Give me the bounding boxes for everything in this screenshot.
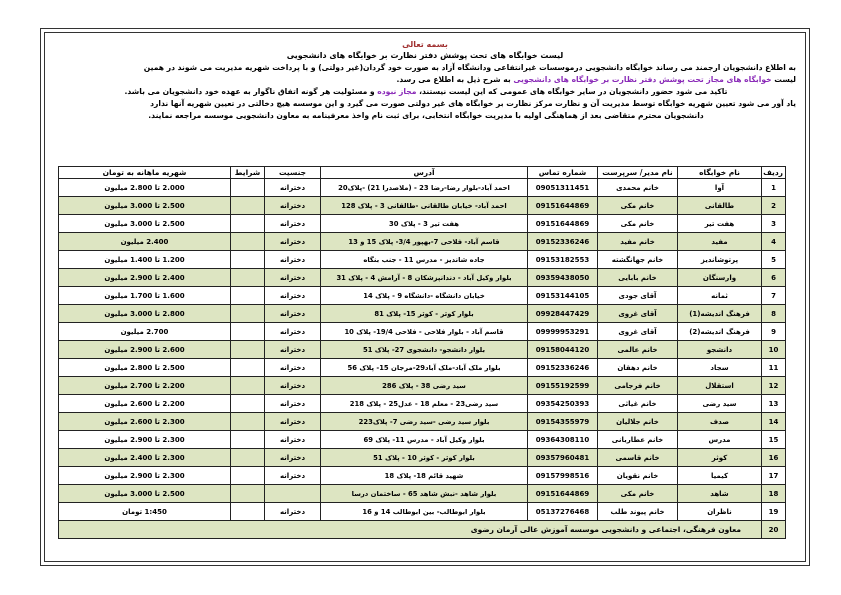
- monthly-fee: 2.500 تا 3.000 میلیون: [59, 215, 231, 233]
- row-number: 13: [762, 395, 786, 413]
- table-row: [59, 251, 786, 269]
- address: بلوار ملک آباد-ملک آباد29-مرجان 15- پلاک 56: [321, 359, 528, 377]
- row-number: 11: [762, 359, 786, 377]
- conditions: [231, 395, 265, 413]
- row-number: 4: [762, 233, 786, 251]
- address: بلوار سید رضی -سید رضی 7- پلاک223: [321, 413, 528, 431]
- manager-name: خانم مکی: [598, 485, 678, 503]
- phone-number: 09158044120: [528, 341, 598, 359]
- monthly-fee: 1.200 تا 1.400 میلیون: [59, 251, 231, 269]
- intro-paragraph-1: به اطلاع دانشجویان ارجمند می رساند خوابگاه دانشجویی درموسسات غیرانتفاعی ودانشگاه آزاد به صورت خود گردان(غیر دولتی) و با پرداخت شهریه مدیریت می شوند در همین: [143, 63, 796, 72]
- gender: دخترانه: [265, 431, 321, 449]
- phone-number: 09357960481: [528, 449, 598, 467]
- phone-number: 09151644869: [528, 215, 598, 233]
- address: هفت تیر 3 - پلاک 30: [321, 215, 528, 233]
- header-monthly-fee: شهریه ماهانه به تومان: [59, 167, 231, 179]
- row-number: 17: [762, 467, 786, 485]
- monthly-fee: 2.300 تا 2.900 میلیون: [59, 431, 231, 449]
- table-row: [59, 467, 786, 485]
- phone-number: 09151644869: [528, 485, 598, 503]
- manager-name: خانم پیوند طلب: [598, 503, 678, 521]
- address: احمد آباد-بلوار رضا-رضا 23 - (ملاصدرا 21) -پلاک20: [321, 179, 528, 197]
- dorm-name: صدف: [678, 413, 762, 431]
- para3-highlight: مجاز نبوده: [377, 87, 417, 96]
- gender: دخترانه: [265, 377, 321, 395]
- dorm-name: طالقانی: [678, 197, 762, 215]
- conditions: [231, 485, 265, 503]
- phone-number: 09359438050: [528, 269, 598, 287]
- para2-pre: لیست: [774, 75, 796, 84]
- manager-name: خانم مفید: [598, 233, 678, 251]
- conditions: [231, 251, 265, 269]
- address: سید رضی 38 - پلاک 286: [321, 377, 528, 395]
- address: بلوار وکیل آباد - مدرس 11- پلاک 69: [321, 431, 528, 449]
- phone-number: 09051311451: [528, 179, 598, 197]
- table-row: [59, 197, 786, 215]
- address: خیابان دانشگاه -دانشگاه 9 - پلاک 14: [321, 287, 528, 305]
- address: بلوار ابوطالب- بین ابوطالب 14 و 16: [321, 503, 528, 521]
- manager-name: خانم جهانگشته: [598, 251, 678, 269]
- monthly-fee: 2.600 تا 2.900 میلیون: [59, 341, 231, 359]
- monthly-fee: 2.300 تا 2.600 میلیون: [59, 413, 231, 431]
- gender: دخترانه: [265, 467, 321, 485]
- monthly-fee: 2.500 تا 3.000 میلیون: [59, 485, 231, 503]
- header-phone: شماره تماس: [528, 167, 598, 179]
- table-row: [59, 233, 786, 251]
- manager-name: خانم فرجامی: [598, 377, 678, 395]
- dorm-name: سجاد: [678, 359, 762, 377]
- address: قاسم آباد- فلاحی 7-بهپور 3/4- پلاک 15 و 13: [321, 233, 528, 251]
- header-address: آدرس: [321, 167, 528, 179]
- row-number: 15: [762, 431, 786, 449]
- row-number: 19: [762, 503, 786, 521]
- conditions: [231, 269, 265, 287]
- dorm-name: کیمیا: [678, 467, 762, 485]
- conditions: [231, 467, 265, 485]
- dorm-name: استقلال: [678, 377, 762, 395]
- conditions: [231, 413, 265, 431]
- address: احمد آباد- خیابان طالقانی -طالقانی 3 - پلاک 128: [321, 197, 528, 215]
- monthly-fee: 2.700 میلیون: [59, 323, 231, 341]
- table-row: [59, 341, 786, 359]
- gender: دخترانه: [265, 449, 321, 467]
- table-footer-row: [59, 521, 786, 539]
- table-row: [59, 485, 786, 503]
- header-manager: نام مدیر/ سرپرست: [598, 167, 678, 179]
- row-number: 2: [762, 197, 786, 215]
- monthly-fee: 2.300 تا 2.900 میلیون: [59, 467, 231, 485]
- address: سید رضی23 - معلم 18 - عدل25 - پلاک 218: [321, 395, 528, 413]
- address: جاده شاندیز - مدرس 11 - جنب بنگاه: [321, 251, 528, 269]
- conditions: [231, 341, 265, 359]
- para2-highlight: خوابگاه های مجاز تحت پوشش دفتر نظارت بر خوابگاه های دانشجویی: [513, 75, 772, 84]
- dorm-name: وارسنگان: [678, 269, 762, 287]
- gender: دخترانه: [265, 179, 321, 197]
- manager-name: آقای غروی: [598, 323, 678, 341]
- phone-number: 09151644869: [528, 197, 598, 215]
- dorm-name: ثمانه: [678, 287, 762, 305]
- phone-number: 09157998516: [528, 467, 598, 485]
- footer-signature: معاون فرهنگی، اجتماعی و دانشجویی موسسه آموزش عالی آرمان رضوی: [59, 521, 762, 539]
- table-row: [59, 377, 786, 395]
- manager-name: آقای غروی: [598, 305, 678, 323]
- conditions: [231, 305, 265, 323]
- phone-number: 09152336246: [528, 233, 598, 251]
- phone-number: 05137276468: [528, 503, 598, 521]
- row-number: 5: [762, 251, 786, 269]
- manager-name: خانم مکی: [598, 215, 678, 233]
- gender: دخترانه: [265, 395, 321, 413]
- address: قاسم آباد - بلوار فلاحی - فلاحی 19/4- پلاک 10: [321, 323, 528, 341]
- dorm-name: مدرس: [678, 431, 762, 449]
- monthly-fee: 1.600 تا 1.700 میلیون: [59, 287, 231, 305]
- row-number: 10: [762, 341, 786, 359]
- monthly-fee: 2.400 میلیون: [59, 233, 231, 251]
- address: بلوار شاهد -نبش شاهد 65 - ساختمان درسا: [321, 485, 528, 503]
- dorm-name: شاهد: [678, 485, 762, 503]
- gender: [265, 485, 321, 503]
- manager-name: خانم مکی: [598, 197, 678, 215]
- manager-name: خانم عطاربانی: [598, 431, 678, 449]
- conditions: [231, 179, 265, 197]
- dorm-name: فرهنگ اندیشه(2): [678, 323, 762, 341]
- intro-paragraph-3: [40, 86, 810, 98]
- conditions: [231, 233, 265, 251]
- phone-number: 09999953291: [528, 323, 598, 341]
- manager-name: خانم عالمی: [598, 341, 678, 359]
- table-row: [59, 287, 786, 305]
- phone-number: 09354250393: [528, 395, 598, 413]
- conditions: [231, 449, 265, 467]
- gender: دخترانه: [265, 323, 321, 341]
- row-number: 12: [762, 377, 786, 395]
- phone-number: 09155192599: [528, 377, 598, 395]
- gender: دخترانه: [265, 269, 321, 287]
- row-number: 16: [762, 449, 786, 467]
- gender: دخترانه: [265, 341, 321, 359]
- para3-pre: تاکید می شود حضور دانشجویان در سایر خوابگاه های عمومی که این لیست نیستند،: [419, 87, 728, 96]
- conditions: [231, 287, 265, 305]
- monthly-fee: 2.800 تا 3.000 میلیون: [59, 305, 231, 323]
- dorm-name: سید رضی: [678, 395, 762, 413]
- dormitory-table: [58, 166, 786, 539]
- row-number: 9: [762, 323, 786, 341]
- gender: دخترانه: [265, 215, 321, 233]
- table-row: [59, 395, 786, 413]
- address: بلوار کوثر - کوثر 10 - پلاک 51: [321, 449, 528, 467]
- header-conditions: شرایط: [231, 167, 265, 179]
- intro-paragraph-2: [40, 74, 810, 86]
- intro-paragraph-5: دانشجویان محترم متقاضی بعد از هماهنگی اولیه با مدیریت خوابگاه انتخابی، برای ثبت نام واخذ معرفینامه به معاون دانشجویی موسسه مراجعه نمایند.: [148, 111, 704, 120]
- monthly-fee: 2.400 تا 2.900 میلیون: [59, 269, 231, 287]
- gender: دخترانه: [265, 413, 321, 431]
- monthly-fee: 2.500 تا 2.800 میلیون: [59, 359, 231, 377]
- monthly-fee: 1:450 تومان: [59, 503, 231, 521]
- phone-number: 09153182553: [528, 251, 598, 269]
- row-number: 7: [762, 287, 786, 305]
- document-header: [40, 30, 810, 122]
- gender: دخترانه: [265, 251, 321, 269]
- row-number: 1: [762, 179, 786, 197]
- manager-name: خانم نقویان: [598, 467, 678, 485]
- table-row: [59, 305, 786, 323]
- para3-post: و مسئولیت هر گونه اتفاق ناگوار به عهده خود دانشجویان می باشد.: [124, 87, 375, 96]
- conditions: [231, 323, 265, 341]
- row-number: 3: [762, 215, 786, 233]
- dorm-name: پرتوشاندیز: [678, 251, 762, 269]
- table-row: [59, 359, 786, 377]
- table-row: [59, 431, 786, 449]
- row-number: 14: [762, 413, 786, 431]
- address: بلوار دانشجو- دانشجوی 27- پلاک 51: [321, 341, 528, 359]
- footer-row-number: 20: [762, 521, 786, 539]
- address: بلوار وکیل آباد - دندانپزشکان 8 - آرامش 4 - پلاک 31: [321, 269, 528, 287]
- row-number: 6: [762, 269, 786, 287]
- gender: دخترانه: [265, 503, 321, 521]
- monthly-fee: 2.200 تا 2.700 میلیون: [59, 377, 231, 395]
- gender: دخترانه: [265, 197, 321, 215]
- header-gender: جنسیت: [265, 167, 321, 179]
- table-row: [59, 503, 786, 521]
- manager-name: خانم محمدی: [598, 179, 678, 197]
- gender: دخترانه: [265, 287, 321, 305]
- manager-name: خانم غیاثی: [598, 395, 678, 413]
- manager-name: خانم بابایی: [598, 269, 678, 287]
- conditions: [231, 359, 265, 377]
- manager-name: آقای جودی: [598, 287, 678, 305]
- phone-number: 09364308110: [528, 431, 598, 449]
- conditions: [231, 197, 265, 215]
- gender: دخترانه: [265, 305, 321, 323]
- row-number: 18: [762, 485, 786, 503]
- dorm-name: ناظران: [678, 503, 762, 521]
- address: شهید قائم 18- پلاک 18: [321, 467, 528, 485]
- dorm-name: مفید: [678, 233, 762, 251]
- table-row: [59, 413, 786, 431]
- dorm-name: آوا: [678, 179, 762, 197]
- document-title: لیست خوابگاه های تحت پوشش دفتر نظارت بر خوابگاه های دانشجویی: [286, 51, 564, 60]
- monthly-fee: 2.200 تا 2.600 میلیون: [59, 395, 231, 413]
- conditions: [231, 377, 265, 395]
- monthly-fee: 2.300 تا 2.400 میلیون: [59, 449, 231, 467]
- gender: دخترانه: [265, 359, 321, 377]
- conditions: [231, 215, 265, 233]
- table-row: [59, 449, 786, 467]
- phone-number: 09928447429: [528, 305, 598, 323]
- table-row: [59, 323, 786, 341]
- row-number: 8: [762, 305, 786, 323]
- table-row: [59, 215, 786, 233]
- dorm-name: فرهنگ اندیشه(1): [678, 305, 762, 323]
- conditions: [231, 503, 265, 521]
- address: بلوار کوثر - کوثر 15- پلاک 81: [321, 305, 528, 323]
- phone-number: 09153144105: [528, 287, 598, 305]
- gender: دخترانه: [265, 233, 321, 251]
- table-row: [59, 269, 786, 287]
- table-body: [59, 179, 786, 539]
- dorm-name: کوثر: [678, 449, 762, 467]
- header-dorm-name: نام خوابگاه: [678, 167, 762, 179]
- table-header-row: [59, 167, 786, 179]
- monthly-fee: 2.000 تا 2.800 میلیون: [59, 179, 231, 197]
- dorm-name: دانشجو: [678, 341, 762, 359]
- phone-number: 09152336246: [528, 359, 598, 377]
- bismillah: بسمه تعالی: [402, 40, 448, 49]
- phone-number: 09154355979: [528, 413, 598, 431]
- table-row: [59, 179, 786, 197]
- dorm-name: هفت تیر: [678, 215, 762, 233]
- conditions: [231, 431, 265, 449]
- para2-post: به شرح ذیل به اطلاع می رسد.: [396, 75, 511, 84]
- intro-paragraph-4: یاد آور می شود تعیین شهریه خوابگاه توسط مدیریت آن و نظارت مرکز نظارت بر خوابگاه های غیر دولتی صورت می گیرد و این موسسه هیچ دخالتی در تعیین شهریه آنها ندارد: [150, 99, 796, 108]
- monthly-fee: 2.500 تا 3.000 میلیون: [59, 197, 231, 215]
- manager-name: خانم قاسمی: [598, 449, 678, 467]
- manager-name: خانم جلالیان: [598, 413, 678, 431]
- manager-name: خانم دهقان: [598, 359, 678, 377]
- header-row-number: ردیف: [762, 167, 786, 179]
